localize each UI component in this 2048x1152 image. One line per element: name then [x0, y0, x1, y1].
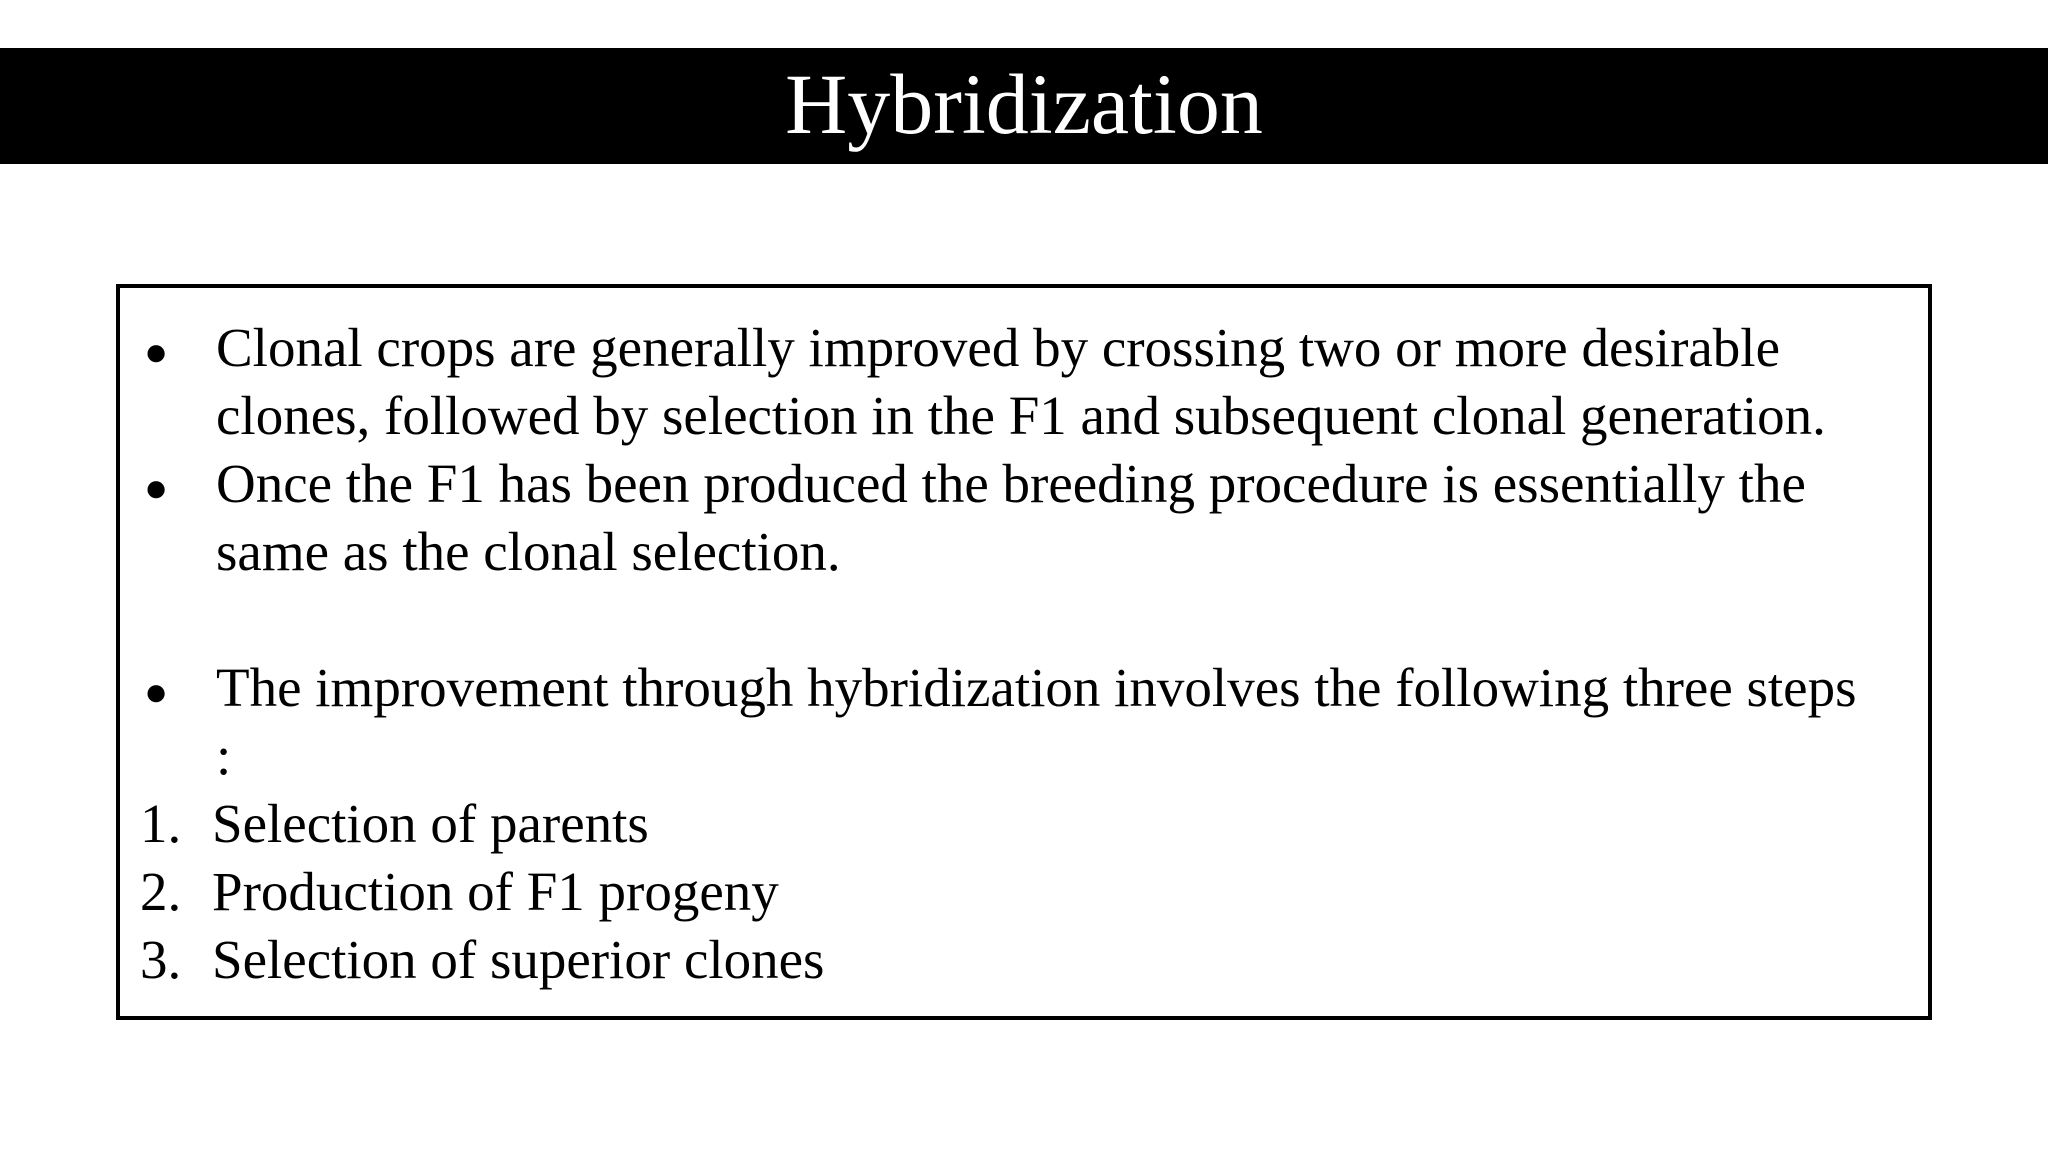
- bullet-2-line-2: same as the clonal selection.: [216, 521, 841, 582]
- bullet-dot: ●: [144, 669, 169, 714]
- bullet-2-line-1: Once the F1 has been produced the breeding procedure is essentially the: [216, 453, 1806, 514]
- bullet-dot: ●: [144, 329, 169, 374]
- step-number: 2.: [140, 861, 182, 922]
- step-number: 3.: [140, 929, 182, 990]
- step-text: Selection of parents: [212, 793, 649, 854]
- step-number: 1.: [140, 793, 182, 854]
- bullet-3-line-1: The improvement through hybridization involves the following three steps: [216, 657, 1857, 718]
- bullet-1-line-1: Clonal crops are generally improved by crossing two or more desirable: [216, 317, 1780, 378]
- slide-title: Hybridization: [785, 56, 1263, 152]
- content-box: [116, 284, 1932, 1020]
- bullet-1-line-2: clones, followed by selection in the F1 and subsequent clonal generation.: [216, 385, 1826, 446]
- bullet-dot: ●: [144, 465, 169, 510]
- bullet-3-line-2: :: [216, 725, 232, 786]
- step-text: Production of F1 progeny: [212, 861, 779, 922]
- title-bar: [0, 48, 2048, 164]
- step-text: Selection of superior clones: [212, 929, 825, 990]
